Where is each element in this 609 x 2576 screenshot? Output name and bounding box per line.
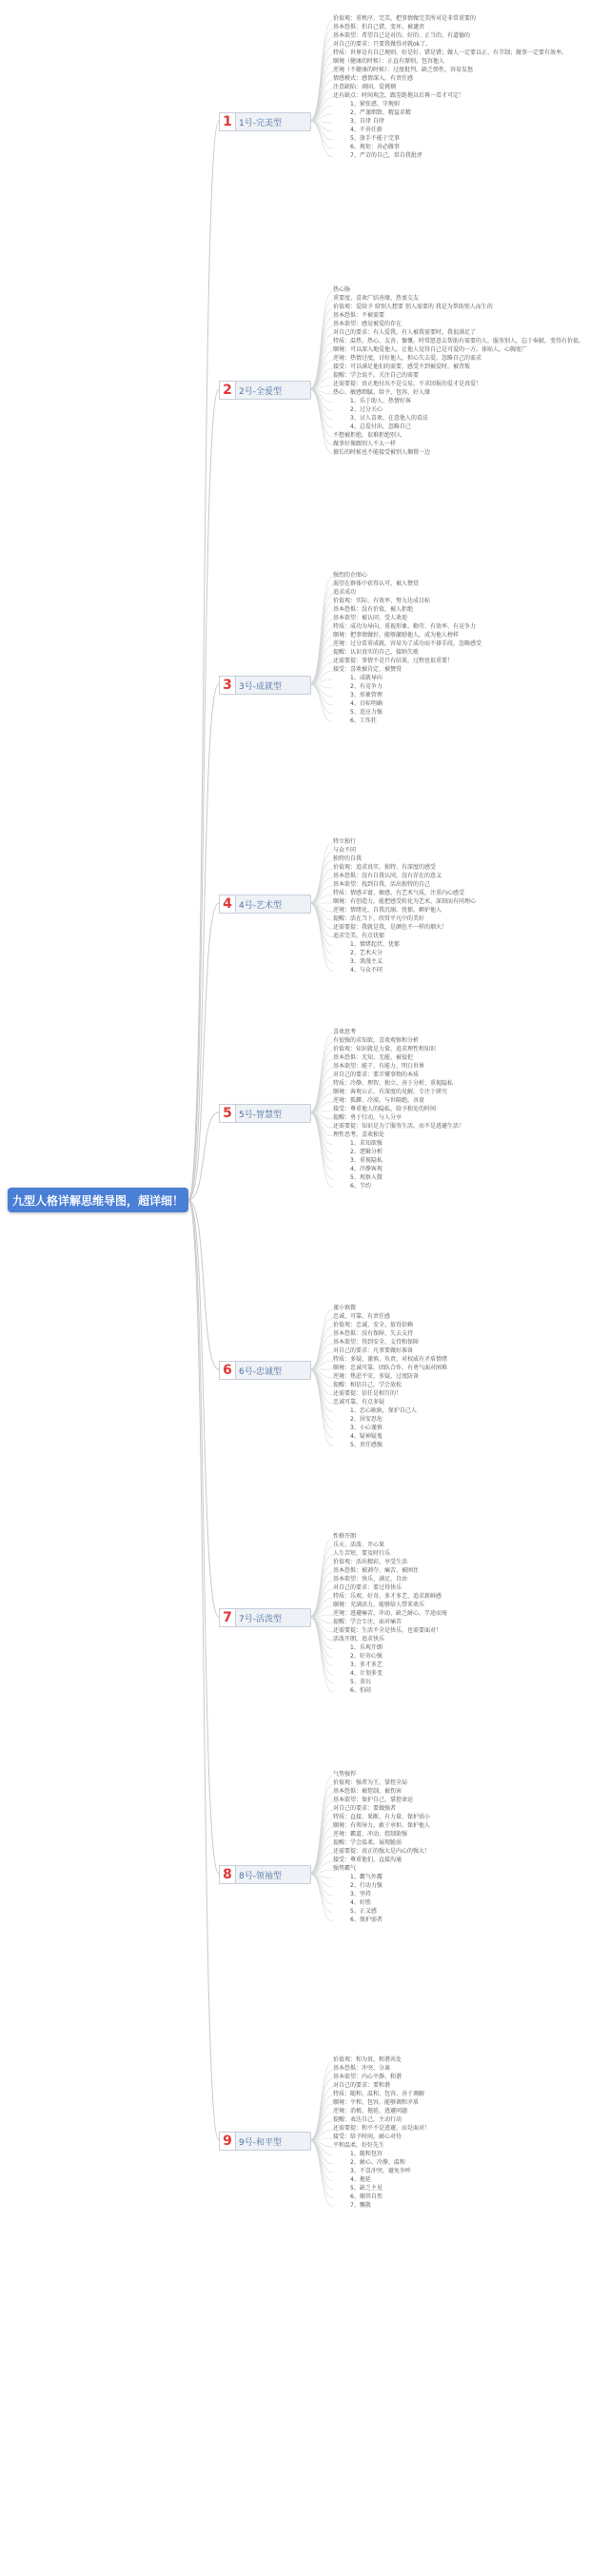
detail-line[interactable]: 顺境：有领导力，敢于承担，保护他人	[333, 1822, 431, 1829]
detail-line[interactable]: 提醒：学会说不，关注自己的需要	[333, 372, 420, 379]
detail-line[interactable]: 接受：可以满足他们的需要，感受不到被爱时，被背叛	[333, 364, 471, 370]
detail-line[interactable]: 3、重视隐私	[350, 1157, 383, 1164]
detail-line[interactable]: 对自己的要求：只要我做得对就ok了。	[333, 41, 432, 48]
detail-line[interactable]: 还需要提：和平不是逃避，而是面对！	[333, 2125, 431, 2132]
type-detail-list	[333, 285, 601, 457]
detail-line[interactable]: 对自己的要求：要弄懂事物的本质	[333, 1072, 420, 1078]
type-detail-list	[333, 837, 601, 974]
detail-line[interactable]: 擅长的时候也不能接受被别人搁置一边	[333, 449, 431, 456]
detail-line[interactable]: 逆境：过分看重成就，容易为了成功而不择手段，忽略感受	[333, 640, 482, 647]
type-node-6[interactable]	[219, 1361, 311, 1380]
detail-line[interactable]: 3、讨人喜欢、在意他人的看法	[350, 415, 428, 422]
detail-line[interactable]: 3、小心谨慎	[350, 1425, 383, 1431]
detail-line[interactable]: 渴望在群体中获得认可，被人赞赏	[333, 580, 420, 587]
detail-line[interactable]: 3、形象管理	[350, 692, 383, 698]
detail-line[interactable]: 还需要提：我就是我，是颜色不一样的烟火！	[333, 924, 448, 931]
detail-line[interactable]: 2、好奇心强	[350, 1653, 383, 1660]
detail-line[interactable]: 价值观：和为贵，和谐共处	[333, 2056, 403, 2063]
detail-line[interactable]: 基本恐惧：被剥夺、痛苦、被困住	[333, 1567, 420, 1574]
detail-line[interactable]: 1、乐于助人、热情好客	[350, 398, 411, 404]
detail-line[interactable]: 还需要提：知识是为了服务生活，而不是逃避生活！	[333, 1123, 465, 1130]
detail-line[interactable]: 顺境：客观公正，有深度的见解，专注于研究	[333, 1089, 448, 1095]
detail-line[interactable]: 3、浪漫主义	[350, 958, 383, 965]
detail-line[interactable]: 5、放手不能于完事	[350, 135, 400, 142]
detail-line[interactable]: 提醒：勇于行动，与人分享	[333, 1114, 403, 1121]
detail-line[interactable]: 强势霸气	[333, 1865, 357, 1872]
detail-line[interactable]: 7、严苛的自己，常自我批评	[350, 152, 422, 159]
type-number: 9	[219, 2132, 236, 2151]
detail-line[interactable]: 基本恐惧：冲突、分离	[333, 2065, 391, 2072]
detail-line[interactable]: 与众不同	[333, 847, 357, 854]
detail-line[interactable]: 特质：多疑、谨慎、负责、对权威有矛盾情绪	[333, 1356, 448, 1363]
detail-line[interactable]: 喜欢思考	[333, 1029, 357, 1035]
detail-line[interactable]: 价值观：活出精彩，享受生活	[333, 1559, 408, 1565]
detail-line[interactable]: 特质：乐观、好奇、多才多艺、追求新鲜感	[333, 1593, 442, 1600]
detail-line[interactable]: 平和温柔，好好先生	[333, 2142, 385, 2149]
detail-line[interactable]: 提醒：活在当下，欣赏平凡中的美好	[333, 915, 425, 922]
type-detail-list	[333, 1028, 601, 1190]
type-detail-list	[333, 1304, 601, 1449]
detail-line[interactable]: 人生苦短，要及时行乐	[333, 1550, 391, 1557]
detail-line[interactable]: 对自己的要求：有人爱我，有人被我需要时，我很满足了	[333, 329, 477, 336]
detail-line[interactable]: 5、缺乏主见	[350, 2185, 383, 2192]
detail-line[interactable]: 5、责任感强	[350, 1442, 383, 1448]
detail-line[interactable]: 6、节约	[350, 1183, 371, 1190]
detail-line[interactable]: 基本欲望：希望自己是对的、好的、正当的、有道德的	[333, 32, 471, 39]
type-detail-list	[333, 571, 601, 725]
detail-line[interactable]: 价值观：实际、有效率、努力达成目标	[333, 598, 431, 604]
type-node-9[interactable]	[219, 2132, 311, 2151]
detail-line[interactable]: 接受：尊重他人的隐私，给予独处的时间	[333, 1106, 437, 1112]
type-detail-list	[333, 1770, 601, 1924]
detail-line[interactable]: 特质：直接、果断、有力量、保护弱小	[333, 1814, 431, 1820]
detail-line[interactable]: 还需要提：真正地付出不是交易，不求回报的爱才是真爱！	[333, 381, 482, 387]
type-detail-list	[333, 2055, 601, 2210]
detail-line[interactable]: 特质：冷静、理智、独立、善于分析、重视隐私	[333, 1080, 454, 1087]
detail-line[interactable]: 特质：世界是有自己规则、好是好、错是错；做人一定要以正、有节制；做事一定要有效率。	[333, 49, 568, 56]
detail-line[interactable]: 3、坚持	[350, 1891, 371, 1898]
detail-line[interactable]: 顺境：忠诚可靠，团队合作，有勇气面对困难	[333, 1365, 448, 1371]
detail-line[interactable]: 接受：给予时间，耐心对待	[333, 2134, 403, 2140]
detail-line[interactable]: 基本欲望：找到自我，活出独特的自己	[333, 881, 431, 888]
detail-line[interactable]: 逆境：情绪化、自我沉溺、忧郁、嫉妒他人	[333, 907, 442, 914]
detail-line[interactable]: 热心、敏感细腻、给予、包容、好人缘	[333, 389, 431, 396]
detail-line[interactable]: 5、适应力强	[350, 709, 383, 716]
detail-line[interactable]: 5、观察入微	[350, 1174, 383, 1181]
detail-line[interactable]: 气势强悍	[333, 1771, 357, 1778]
detail-line[interactable]: 4、疑神疑鬼	[350, 1433, 383, 1440]
detail-line[interactable]: 重要度、喜欢广结善缘、热衷交友	[333, 295, 420, 302]
detail-line[interactable]: 提醒：认识真实的自己，接纳失败	[333, 649, 420, 656]
type-node-3[interactable]	[219, 676, 311, 695]
detail-line[interactable]: 基本欲望：快乐、满足、自由	[333, 1576, 408, 1583]
detail-line[interactable]: 性格开朗	[333, 1533, 357, 1540]
detail-line[interactable]: 基本欲望：被认同、受人欢迎	[333, 615, 408, 621]
detail-line[interactable]: 对自己的要求：凡事要做好准备	[333, 1347, 414, 1354]
detail-line[interactable]: 顺境（健康的时候）：正直有原则，包容他人	[333, 58, 445, 65]
detail-line[interactable]: 6、保护弱者	[350, 1917, 383, 1923]
detail-line[interactable]: 2、行动力强	[350, 1882, 383, 1889]
detail-line[interactable]: 忠诚、可靠、有责任感	[333, 1313, 391, 1320]
detail-line[interactable]: 接受：喜欢被肯定、被赞赏	[333, 666, 403, 673]
detail-line[interactable]: 6、顺其自然	[350, 2193, 383, 2200]
detail-line[interactable]: 基本恐惧：被控制、被伤害	[333, 1788, 403, 1795]
detail-line[interactable]: 6、规矩：善必做事	[350, 144, 400, 150]
detail-line[interactable]: 1、忠心耿耿，保护自己人	[350, 1407, 417, 1414]
detail-line[interactable]: 追求完美，有点忧郁	[333, 933, 385, 939]
detail-line[interactable]: 特立独行	[333, 838, 357, 845]
detail-line[interactable]: 基本欲望：能干、有能力、明白世界	[333, 1063, 425, 1070]
detail-line[interactable]: 理性思考，喜欢独处	[333, 1131, 385, 1138]
detail-line[interactable]: 1、乐观开朗	[350, 1644, 383, 1651]
detail-line[interactable]: 1、情绪起伏、忧郁	[350, 941, 400, 948]
type-label: 3号-成就型	[239, 681, 282, 692]
detail-line[interactable]: 价值观：忠诚、安全、值得信赖	[333, 1322, 414, 1328]
root-title: 九型人格详解思维导图，超详细！	[11, 1193, 184, 1208]
detail-line[interactable]: 基本恐惧：怕自己错、变坏、被谴责	[333, 24, 425, 30]
detail-line[interactable]: 提醒：学会专注，面对痛苦	[333, 1619, 403, 1625]
root-node[interactable]	[8, 1188, 188, 1212]
detail-line[interactable]: 5、贪玩	[350, 1679, 371, 1685]
detail-line[interactable]: 强烈的企图心	[333, 572, 368, 579]
detail-line[interactable]: 逆境（不健康的时候）：过度批判，缺乏弹性，容易发怒	[333, 67, 474, 73]
type-label: 6号-忠诚型	[239, 1367, 282, 1377]
type-node-8[interactable]	[219, 1865, 311, 1884]
type-node-5[interactable]	[219, 1104, 311, 1123]
detail-line[interactable]: 基本恐惧：没有保障、失去支持	[333, 1330, 414, 1337]
type-label: 2号-全爱型	[239, 386, 282, 397]
detail-line[interactable]: 6、怕闷	[350, 1687, 371, 1694]
type-number: 6	[219, 1361, 236, 1380]
type-number: 4	[219, 895, 236, 914]
type-number: 7	[219, 1608, 236, 1627]
detail-line[interactable]: 3、不喜冲突，避免争吵	[350, 2168, 411, 2174]
detail-line[interactable]: 注意缺陷：顽固，爱挑剔	[333, 84, 397, 90]
detail-line[interactable]: 4、目标明确	[350, 700, 383, 707]
detail-line[interactable]: 1、紧张惑、守规则	[350, 101, 400, 108]
detail-line[interactable]: 6、工作狂	[350, 718, 377, 724]
detail-line[interactable]: 接受：尊重他们，直接沟通	[333, 1857, 403, 1863]
type-label: 4号-艺术型	[239, 900, 282, 911]
detail-line[interactable]: 还需要提：真正的强大是内心的强大！	[333, 1848, 431, 1855]
detail-line[interactable]: 4、计划多变	[350, 1670, 383, 1677]
detail-line[interactable]: 2、逻辑分析	[350, 1149, 383, 1155]
detail-line[interactable]: 顺境：可以深入地爱他人，让他人觉得自己是可爱的一方，体贴人，心胸宽广	[333, 346, 528, 353]
type-node-1[interactable]	[219, 112, 311, 131]
detail-line[interactable]: 乐天、活泼、开心果	[333, 1542, 385, 1548]
type-label: 8号-领袖型	[239, 1871, 282, 1881]
type-number: 3	[219, 676, 236, 695]
detail-line[interactable]: 2、严谨细致、精益求精	[350, 109, 411, 116]
detail-line[interactable]: 7、懒散	[350, 2202, 371, 2209]
type-number: 1	[219, 112, 236, 131]
detail-line[interactable]: 不想被拒绝，很难拒绝别人	[333, 432, 403, 439]
detail-line[interactable]: 价值观：知识就是力量，追求理性和知识	[333, 1046, 437, 1052]
detail-line[interactable]: 基本欲望：内心平静、和谐	[333, 2074, 403, 2080]
detail-line[interactable]: 顺境：平和、包容，能够调和矛盾	[333, 2099, 420, 2106]
detail-line[interactable]: 基本欲望：感觉被爱的存在	[333, 321, 403, 327]
type-detail-list	[333, 14, 601, 160]
detail-line[interactable]: 2、居安思危	[350, 1416, 383, 1423]
detail-line[interactable]: 5、正义感	[350, 1908, 377, 1915]
detail-line[interactable]: 2、过分关心	[350, 406, 383, 413]
detail-line[interactable]: 对自己的要求：要和谐	[333, 2082, 391, 2089]
detail-line[interactable]: 提醒：相信自己，学会放松	[333, 1382, 403, 1388]
detail-line[interactable]: 4、总爱付出，忽略自己	[350, 423, 411, 430]
detail-line[interactable]: 特质：成功为导向，重视形象、勤劳、有效率、有竞争力	[333, 623, 477, 630]
detail-line[interactable]: 做事好像跟别人不太一样	[333, 441, 397, 447]
type-number: 8	[219, 1865, 236, 1884]
detail-line[interactable]: 逆境：热情过度，讨好他人，担心失去爱，忽略自己的需求	[333, 355, 482, 362]
detail-line[interactable]: 4、与众不同	[350, 967, 383, 973]
type-detail-list	[333, 1532, 601, 1695]
detail-line[interactable]: 逆境：焦虑不安，多疑、过度防备	[333, 1373, 420, 1380]
detail-line[interactable]: 顺境：有创造力，能把感受转化为艺术，深刻而有同理心	[333, 898, 477, 905]
detail-line[interactable]: 顺境：充满活力，能够给人带来欢乐	[333, 1602, 425, 1608]
detail-line[interactable]: 1、求知欲强	[350, 1140, 383, 1147]
type-node-2[interactable]	[219, 381, 311, 400]
type-label: 5号-智慧型	[239, 1110, 282, 1120]
detail-line[interactable]: 忠诚可靠，有点多疑	[333, 1399, 385, 1406]
detail-line[interactable]: 1、随和包容	[350, 2151, 383, 2157]
detail-line[interactable]: 基本欲望：得到安全、支持和保障	[333, 1339, 420, 1346]
detail-line[interactable]: 还有缺点：时间观念，跟差距拖以后再一看才可定！	[333, 92, 465, 99]
type-label: 9号-和平型	[239, 2137, 282, 2148]
type-label: 7号-活泼型	[239, 1614, 282, 1624]
detail-line[interactable]: 热心肠	[333, 286, 351, 293]
detail-line[interactable]: 2、艺术天分	[350, 950, 383, 956]
detail-line[interactable]: 价值观：强者为王，掌控全局	[333, 1780, 408, 1786]
detail-line[interactable]: 基本恐惧：无知、无能、被侵犯	[333, 1054, 414, 1061]
detail-line[interactable]: 有很强的求知欲，喜欢观察和分析	[333, 1037, 420, 1044]
detail-line[interactable]: 价值观：爱给予 给别人想要 别人需要的 我是为帮助别人而生的	[333, 304, 493, 310]
detail-line[interactable]: 提醒：表达自己，主动行动	[333, 2116, 403, 2123]
detail-line[interactable]: 4、冷静客观	[350, 1166, 383, 1172]
detail-line[interactable]: 1、霸气外露	[350, 1874, 383, 1880]
detail-line[interactable]: 追求成功	[333, 589, 357, 596]
detail-line[interactable]: 4、不善任新	[350, 127, 383, 133]
detail-line[interactable]: 基本恐惧：不被需要	[333, 312, 385, 319]
detail-line[interactable]: 3、自律 自律	[350, 118, 384, 125]
detail-line[interactable]: 特质：随和、温和、包容、善于调解	[333, 2091, 425, 2097]
detail-line[interactable]: 对自己的要求：要做强者	[333, 1805, 397, 1812]
detail-line[interactable]: 对自己的要求：要过得快乐	[333, 1584, 403, 1591]
detail-line[interactable]: 逆境：逃避痛苦，冲动、缺乏耐心，半途而废	[333, 1610, 448, 1617]
detail-line[interactable]: 2、有竞争力	[350, 683, 383, 690]
detail-line[interactable]: 特质：情感丰富、敏感、有艺术气质，注重内心感受	[333, 890, 465, 896]
detail-line[interactable]: 还需要提：生活不全是快乐，也需要面对！	[333, 1627, 442, 1634]
detail-line[interactable]: 基本恐惧：没有价值，被人拒绝	[333, 606, 414, 613]
detail-line[interactable]: 1、成就导向	[350, 675, 383, 681]
detail-line[interactable]: 4、拖延	[350, 2176, 371, 2183]
detail-line[interactable]: 价值观：重秩序、完美，把事情做完美所对是非常重要的	[333, 15, 477, 22]
detail-line[interactable]: 逆境：霸道、冲动、控制欲强	[333, 1831, 408, 1838]
detail-line[interactable]: 3、多才多艺	[350, 1662, 383, 1668]
detail-line[interactable]: 情感模式：感情深入，有责任感	[333, 75, 414, 82]
type-number: 2	[219, 381, 236, 400]
detail-line[interactable]: 价值观：追求真实、独特、有深度的感受	[333, 864, 437, 871]
type-label: 1号-完美型	[239, 118, 282, 128]
detail-line[interactable]: 逆境：消极、拖延、逃避问题	[333, 2108, 408, 2114]
type-number: 5	[219, 1104, 236, 1123]
detail-line[interactable]: 谨小慎微	[333, 1305, 357, 1311]
detail-line[interactable]: 4、好胜	[350, 1899, 371, 1906]
type-node-4[interactable]	[219, 895, 311, 914]
detail-line[interactable]: 顺境：把事情做好，能够激励他人，成为他人榜样	[333, 632, 460, 639]
detail-line[interactable]: 基本欲望：保护自己，掌控命运	[333, 1797, 414, 1803]
detail-line[interactable]: 还需要提：信任是相互的！	[333, 1390, 403, 1397]
detail-line[interactable]: 还需要提：事情不是只有结果，过程也很重要！	[333, 658, 454, 664]
detail-line[interactable]: 2、耐心、冷静、温和	[350, 2159, 405, 2166]
detail-line[interactable]: 提醒：学会温柔，展现脆弱	[333, 1839, 403, 1846]
detail-line[interactable]: 独特的自我	[333, 855, 363, 862]
type-node-7[interactable]	[219, 1608, 311, 1627]
detail-line[interactable]: 基本恐惧：没有自我认同，没有存在的意义	[333, 873, 442, 879]
detail-line[interactable]: 活泼开朗，追求快乐	[333, 1636, 385, 1642]
detail-line[interactable]: 逆境：孤僻、冷漠，与世隔绝，吝啬	[333, 1097, 425, 1104]
detail-line[interactable]: 特质：温热、热心、友善、慷慨。时常愿意去帮助有需要的人，服务别人，忘于奉献，变得有价值。	[333, 338, 585, 344]
